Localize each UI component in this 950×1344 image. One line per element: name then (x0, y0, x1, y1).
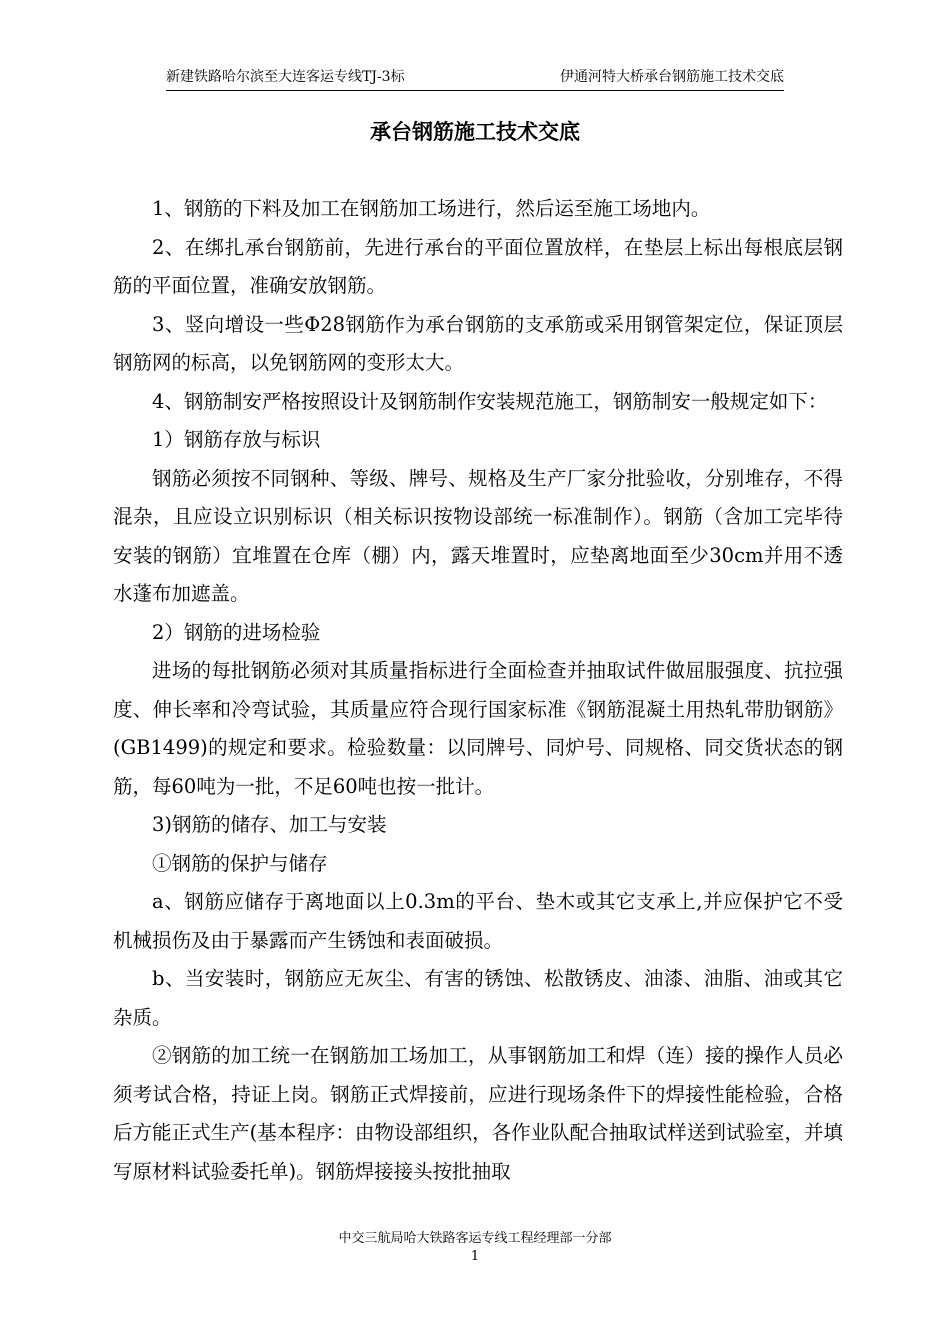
page-header (166, 66, 784, 91)
page-number: 1 (470, 1249, 480, 1264)
paragraph: 4、钢筋制安严格按照设计及钢筋制作安装规范施工，钢筋制安一般规定如下： (152, 389, 828, 413)
paragraph: 钢筋必须按不同钢种、等级、牌号、规格及生产厂家分批验收，分别堆存，不得混杂，且应设立识别标识（相关标识按物设部统一标准制作）。钢筋（含加工完毕待安装的钢筋）宜堆置在仓库（棚）内，露天堆置时，应垫离地面至少30cm并用不透水蓬布加遮盖。 (113, 466, 843, 605)
page-footer (0, 1230, 950, 1266)
section-heading: 3)钢筋的储存、加工与安装 (152, 813, 387, 836)
paragraph: 3、竖向增设一些Φ28钢筋作为承台钢筋的支承筋或采用钢管架定位，保证顶层钢筋网的标高，以免钢筋网的变形太大。 (113, 312, 843, 374)
paragraph: 1、钢筋的下料及加工在钢筋加工场进行，然后运至施工场地内。 (152, 197, 711, 220)
paragraph: 2、在绑扎承台钢筋前，先进行承台的平面位置放样，在垫层上标出每根底层钢筋的平面位置，准确安放钢筋。 (113, 235, 843, 297)
document-body (113, 190, 843, 1191)
footer-organization: 中交三航局哈大铁路客运专线工程经理部一分部 (338, 1231, 612, 1246)
paragraph: ②钢筋的加工统一在钢筋加工场加工，从事钢筋加工和焊（连）接的操作人员必须考试合格，持证上岗。钢筋正式焊接前，应进行现场条件下的焊接性能检验，合格后方能正式生产(基本程序：由物设部组织，各作业队配合抽取试样送到试验室，并填写原材料试验委托单)。钢筋焊接接头按批抽取 (113, 1044, 843, 1183)
paragraph: b、当安装时，钢筋应无灰尘、有害的锈蚀、松散锈皮、油漆、油脂、油或其它杂质。 (113, 967, 843, 1029)
section-heading: 1）钢筋存放与标识 (152, 428, 321, 451)
header-project: 新建铁路哈尔滨至大连客运专线TJ-3标 (166, 69, 405, 85)
subsection-heading: ①钢筋的保护与储存 (152, 851, 328, 875)
paragraph: 进场的每批钢筋必须对其质量指标进行全面检查并抽取试件做屈服强度、抗拉强度、伸长率和冷弯试验，其质量应符合现行国家标准《钢筋混凝土用热轧带肋钢筋》(GB1499)的规定和要求。检验数量：以同牌号、同炉号、同规格、同交货状态的钢筋，每60吨为一批，不足60吨也按一批计。 (113, 659, 843, 798)
header-document: 伊通河特大桥承台钢筋施工技术交底 (560, 69, 784, 85)
document-title: 承台钢筋施工技术交底 (370, 120, 580, 144)
paragraph: a、钢筋应储存于离地面以上0.3m的平台、垫木或其它支承上,并应保护它不受机械损伤及由于暴露而产生锈蚀和表面破损。 (113, 890, 843, 952)
section-heading: 2）钢筋的进场检验 (152, 620, 321, 644)
